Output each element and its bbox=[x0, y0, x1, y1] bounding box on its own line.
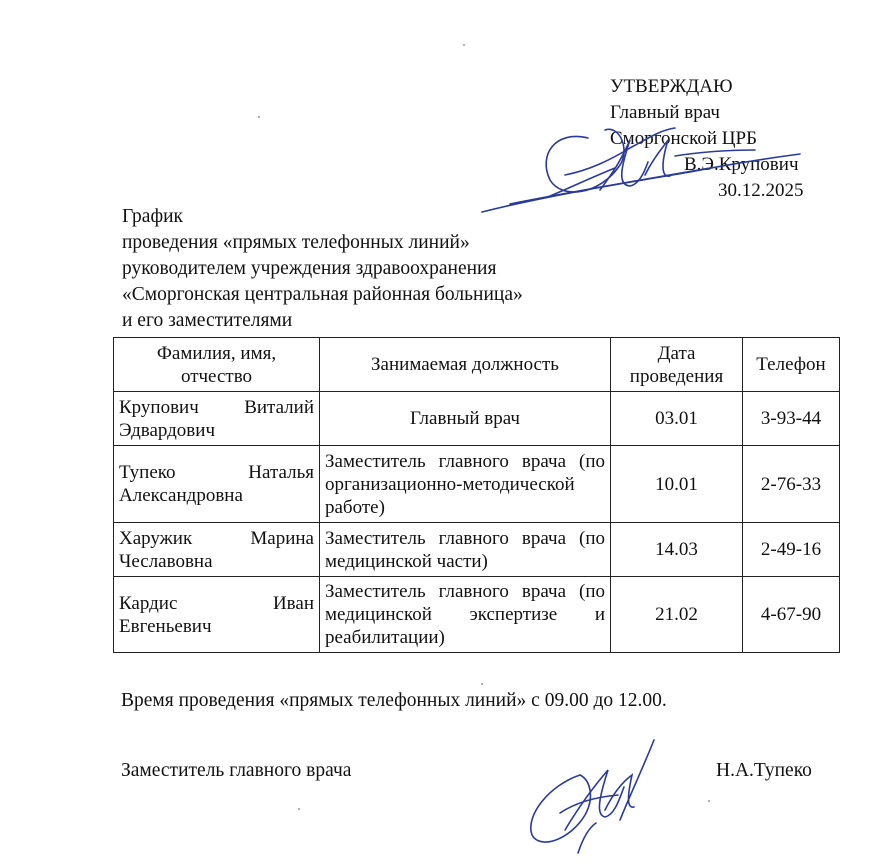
table-row bbox=[114, 392, 840, 446]
document-title bbox=[122, 204, 523, 334]
approval-organization: Сморгонской ЦРБ bbox=[610, 128, 757, 149]
title-line-5: и его заместителями bbox=[122, 310, 293, 331]
deputy-signature bbox=[520, 735, 670, 860]
row-name: Харужик Марина Чеславовна bbox=[114, 523, 320, 577]
row-date: 21.02 bbox=[611, 577, 743, 653]
row-phone: 2-76-33 bbox=[743, 446, 840, 523]
table-row bbox=[114, 577, 840, 653]
row-name: Крупович Виталий Эдвардович bbox=[114, 392, 320, 446]
title-line-1: График bbox=[122, 206, 183, 227]
row-name: Кардис Иван Евгеньевич bbox=[114, 577, 320, 653]
approval-date: 30.12.2025 bbox=[718, 180, 804, 201]
row-position: Заместитель главного врача (по медицинской части) bbox=[320, 523, 611, 577]
scan-speck bbox=[481, 683, 483, 685]
approval-name: В.Э.Крупович bbox=[684, 154, 799, 175]
row-name: Тупеко Наталья Александровна bbox=[114, 446, 320, 523]
header-position: Занимаемая должность bbox=[320, 338, 611, 392]
row-position: Заместитель главного врача (по медицинской экспертизе и реабилитации) bbox=[320, 577, 611, 653]
row-phone: 2-49-16 bbox=[743, 523, 840, 577]
approval-role: Главный врач bbox=[610, 102, 720, 123]
scan-speck bbox=[463, 44, 465, 46]
row-position: Главный врач bbox=[320, 392, 611, 446]
row-phone: 3-93-44 bbox=[743, 392, 840, 446]
table-header-row bbox=[114, 338, 840, 392]
row-position: Заместитель главного врача (по организационно-методической работе) bbox=[320, 446, 611, 523]
scan-speck bbox=[258, 116, 260, 118]
title-line-3: руководителем учреждения здравоохранения bbox=[122, 258, 497, 279]
header-name: Фамилия, имя, отчество bbox=[114, 338, 320, 392]
row-date: 10.01 bbox=[611, 446, 743, 523]
row-date: 14.03 bbox=[611, 523, 743, 577]
header-phone: Телефон bbox=[743, 338, 840, 392]
row-phone: 4-67-90 bbox=[743, 577, 840, 653]
signatory-role: Заместитель главного врача bbox=[121, 760, 352, 781]
hotline-time-note: Время проведения «прямых телефонных линий» с 09.00 до 12.00. bbox=[121, 690, 667, 711]
approval-heading: УТВЕРЖДАЮ bbox=[610, 76, 733, 97]
title-line-2: проведения «прямых телефонных линий» bbox=[122, 232, 470, 253]
signatory-name: Н.А.Тупеко bbox=[716, 760, 812, 781]
scan-speck bbox=[298, 808, 300, 810]
header-date: Дата проведения bbox=[611, 338, 743, 392]
row-date: 03.01 bbox=[611, 392, 743, 446]
title-line-4: «Сморгонская центральная районная больница» bbox=[122, 284, 523, 305]
table-row bbox=[114, 523, 840, 577]
scan-speck bbox=[708, 800, 710, 802]
schedule-table bbox=[113, 337, 840, 653]
table-row bbox=[114, 446, 840, 523]
